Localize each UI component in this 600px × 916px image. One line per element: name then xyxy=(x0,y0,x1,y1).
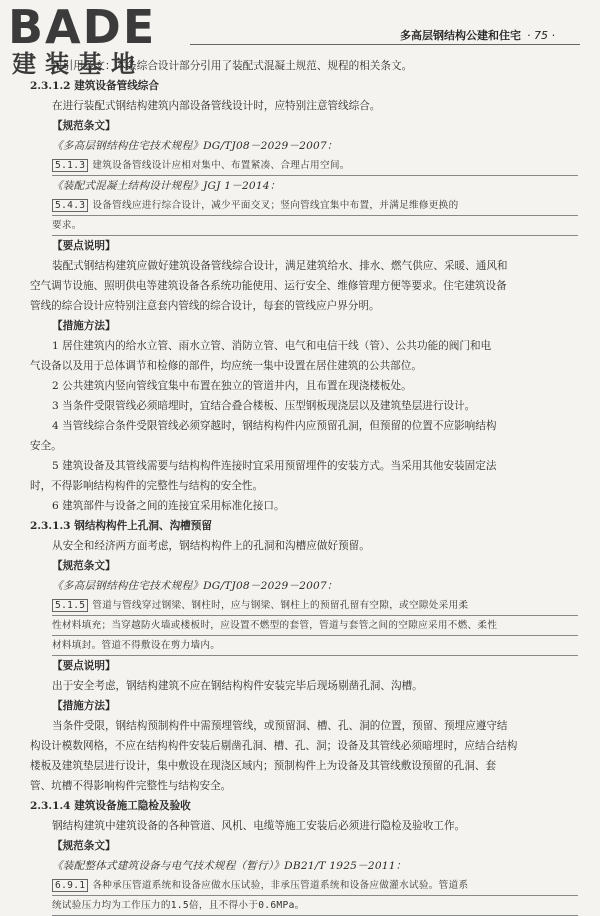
standard-reference xyxy=(52,856,578,876)
line-text: 时，不得影响结构构件的完整性与结构的安全性。 xyxy=(30,480,264,492)
line-text: 楼板及建筑垫层进行设计，集中敷设在现浇区域内；预制构件上为设备及其管线敷设预留的孔洞、套 xyxy=(30,760,497,772)
numbered-item xyxy=(52,456,578,476)
line-text: 要求。 xyxy=(52,220,82,231)
line-text: 各种承压管道系统和设备应做水压试验，非承压管道系统和设备应做灌水试验。管道系 xyxy=(92,880,469,891)
paragraph xyxy=(30,676,578,696)
section-heading xyxy=(30,796,578,816)
paragraph xyxy=(30,56,578,76)
page-number: · 75 · xyxy=(527,29,555,42)
paragraph-continuation xyxy=(30,476,578,496)
subsection-label xyxy=(52,316,578,336)
line-text: 当条件受限，钢结构预制构件中需预埋管线，或预留洞、槽、孔、洞的位置，预留、预埋应遵守结 xyxy=(52,720,508,732)
paragraph-continuation xyxy=(30,436,578,456)
clause-number: 5.4.3 xyxy=(52,199,88,212)
line-text: 从安全和经济两方面考虑，钢结构构件上的孔洞和沟槽应做好预留。 xyxy=(52,540,370,552)
subsection-label xyxy=(52,656,578,676)
line-text: 【要点说明】 xyxy=(52,660,116,672)
line-text: 《装配式混凝土结构设计规程》JGJ 1－2014： xyxy=(52,180,281,192)
standard-reference xyxy=(52,576,578,596)
line-text: 统试验压力均为工作压力的1.5倍，且不得小于0.6MPa。 xyxy=(52,900,305,911)
subsection-label xyxy=(52,696,578,716)
numbered-item xyxy=(52,396,578,416)
line-text: 【规范条文】 xyxy=(52,120,116,132)
line-text: 在进行装配式钢结构建筑内部设备管线设计时，应特别注意管线综合。 xyxy=(52,100,381,112)
paragraph-continuation xyxy=(30,296,578,316)
header-title: 多高层钢结构公建和住宅 xyxy=(400,29,521,42)
clause-text xyxy=(52,896,578,916)
paragraph xyxy=(30,96,578,116)
subsection-label xyxy=(52,116,578,136)
paragraph xyxy=(30,716,578,736)
line-text: 用引用条文：本条综合设计部分引用了装配式混凝土规范、规程的相关条文。 xyxy=(52,60,413,72)
line-text: 性材料填充；当穿越防火墙或楼板时，应设置不燃型的套管，管道与套管之间的空隙应采用不燃、柔性 xyxy=(52,620,498,631)
clause-text xyxy=(52,196,578,216)
paragraph xyxy=(30,536,578,556)
line-text: 管、坑槽不得影响构件完整性与结构安全。 xyxy=(30,780,232,792)
line-text: 2.3.1.2 建筑设备管线综合 xyxy=(30,80,159,92)
line-text: 【措施方法】 xyxy=(52,700,116,712)
clause-text xyxy=(52,616,578,636)
running-header xyxy=(400,27,555,43)
logo-subtext: 建装基地 xyxy=(12,50,144,78)
line-text: 2.3.1.3 钢结构构件上孔洞、沟槽预留 xyxy=(30,520,212,532)
clause-number: 5.1.3 xyxy=(52,159,88,172)
line-text: 4 当管线综合条件受限管线必须穿越时，钢结构构件内应预留孔洞，但预留的位置不应影响结构 xyxy=(52,420,497,432)
clause-text xyxy=(52,636,578,656)
numbered-item xyxy=(52,336,578,356)
standard-reference xyxy=(52,176,578,196)
line-text: 管道与管线穿过钢梁、钢柱时，应与钢梁、钢柱上的预留孔留有空隙，或空隙处采用柔 xyxy=(92,600,469,611)
line-text: 【要点说明】 xyxy=(52,240,116,252)
section-heading xyxy=(30,76,578,96)
section-heading xyxy=(30,516,578,536)
line-text: 《装配整体式建筑设备与电气技术规程（暂行）》DB21/T 1925－2011： xyxy=(52,860,407,872)
line-text: 材料填封。管道不得敷设在剪力墙内。 xyxy=(52,640,221,651)
line-text: 建筑设备管线设计应相对集中、布置紧凑、合理占用空间。 xyxy=(92,160,350,171)
line-text: 6 建筑部件与设备之间的连接宜采用标准化接口。 xyxy=(52,500,285,512)
clause-number: 5.1.5 xyxy=(52,599,88,612)
subsection-label xyxy=(52,236,578,256)
paragraph-continuation xyxy=(30,736,578,756)
subsection-label xyxy=(52,836,578,856)
document-body xyxy=(30,56,578,916)
line-text: 5 建筑设备及其管线需要与结构构件连接时宜采用预留埋件的安装方式。当采用其他安装固定法 xyxy=(52,460,497,472)
line-text: 2 公共建筑内竖向管线宜集中布置在独立的管道井内，且布置在现浇楼板处。 xyxy=(52,380,412,392)
line-text: 【规范条文】 xyxy=(52,840,116,852)
line-text: 设备管线应进行综合设计，减少平面交叉；竖向管线宜集中布置，并满足维修更换的 xyxy=(92,200,459,211)
line-text: 气设备以及用于总体调节和检修的部件，均应统一集中设置在居住建筑的公共部位。 xyxy=(30,360,422,372)
line-text: 管线的综合设计应特别注意套内管线的综合设计，每套的管线应户界分明。 xyxy=(30,300,380,312)
clause-text xyxy=(52,876,578,896)
line-text: 安全。 xyxy=(30,440,62,452)
line-text: 《多高层钢结构住宅技术规程》DG/TJ08－2029－2007： xyxy=(52,580,338,592)
numbered-item xyxy=(52,416,578,436)
paragraph-continuation xyxy=(30,756,578,776)
line-text: 1 居住建筑内的给水立管、雨水立管、消防立管、电气和电信干线（管）、公共功能的阀门和电 xyxy=(52,340,492,352)
header-rule xyxy=(190,44,580,45)
line-text: 空气调节设施、照明供电等建筑设备各系统功能使用、运行安全、维修管理方便等要求。住宅建筑设备 xyxy=(30,280,507,292)
line-text: 《多高层钢结构住宅技术规程》DG/TJ08－2029－2007： xyxy=(52,140,338,152)
paragraph-continuation xyxy=(30,276,578,296)
numbered-item xyxy=(52,496,578,516)
clause-text xyxy=(52,156,578,176)
numbered-item xyxy=(52,376,578,396)
line-text: 构设计模数网格，不应在结构构件安装后剔凿孔洞、槽、孔、洞；设备及其管线必须暗埋时，应结合结构 xyxy=(30,740,518,752)
line-text: 装配式钢结构建筑应做好建筑设备管线综合设计，满足建筑给水、排水、燃气供应、采暖、通风和 xyxy=(52,260,508,272)
line-text: 出于安全考虑，钢结构建筑不应在钢结构构件安装完毕后现场剔凿孔洞、沟槽。 xyxy=(52,680,423,692)
subsection-label xyxy=(52,556,578,576)
line-text: 【措施方法】 xyxy=(52,320,116,332)
line-text: 【规范条文】 xyxy=(52,560,116,572)
clause-text xyxy=(52,216,578,236)
logo-text: BADE xyxy=(8,0,157,54)
clause-text xyxy=(52,596,578,616)
paragraph-continuation xyxy=(30,356,578,376)
paragraph xyxy=(30,816,578,836)
line-text: 3 当条件受限管线必须暗埋时，宜结合叠合楼板、压型钢板现浇层以及建筑垫层进行设计。 xyxy=(52,400,476,412)
line-text: 2.3.1.4 建筑设备施工隐检及验收 xyxy=(30,800,191,812)
standard-reference xyxy=(52,136,578,156)
paragraph xyxy=(30,256,578,276)
line-text: 钢结构建筑中建筑设备的各种管道、风机、电缆等施工安装后必须进行隐检及验收工作。 xyxy=(52,820,466,832)
clause-number: 6.9.1 xyxy=(52,879,88,892)
paragraph-continuation xyxy=(30,776,578,796)
